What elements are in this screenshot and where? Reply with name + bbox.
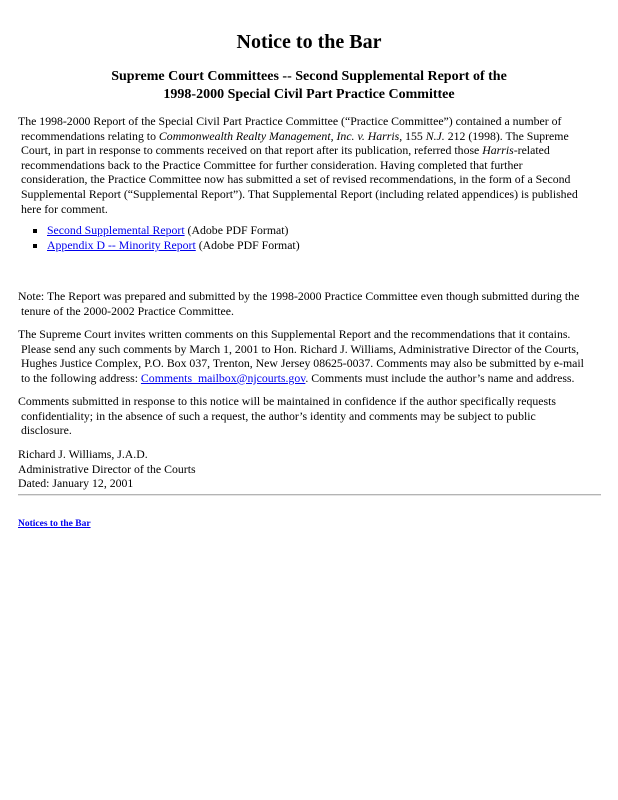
note-line: Note: The Report was prepared and submitted by the 1998-2000 Practice Committee even though submitted during the [18,289,580,303]
invite-line: Hughes Justice Complex, P.O. Box 037, Trenton, New Jersey 08625-0037. Comments may also be submitted by e-mail [21,356,584,371]
note-line: tenure of the 2000-2002 Practice Committee. [21,303,234,318]
subtitle-line-2: 1998-2000 Special Civil Part Practice Committee [163,87,455,102]
signatory-position: Administrative Director of the Courts [18,461,196,476]
notice-date: Dated: January 12, 2001 [18,476,134,491]
confidentiality-line: Comments submitted in response to this notice will be maintained in confidence if the author specifically requests [18,394,556,408]
square-bullet-icon [33,229,37,233]
intro-line: Supplemental Report (“Supplemental Report”). That Supplemental Report (including related appendices) is published [21,186,578,201]
invite-paragraph [18,327,612,385]
horizontal-divider [18,494,601,496]
intro-text: recommendations relating to [21,128,159,143]
intro-text: Court, in part in response to comments received on that report after its publication, referred those [21,143,483,158]
confidentiality-line: confidentiality; in the absence of such a request, the author’s identity and comments may be subject to public [21,408,536,423]
subtitle-line-1: Supreme Court Committees -- Second Supplemental Report of the [111,69,507,84]
square-bullet-icon [33,244,37,248]
page-subtitle [0,68,618,104]
invite-text: to the following address: [21,370,141,385]
intro-text: -related [513,143,550,158]
case-short-name: Harris [482,143,514,158]
invite-line: The Supreme Court invites written comments on this Supplemental Report and the recommendations that it contains. [18,327,571,341]
list-item [18,238,300,253]
list-item [18,223,300,238]
note-paragraph [18,289,612,318]
invite-line [18,371,612,386]
intro-text: 212 (1998). The Supreme [444,128,569,143]
intro-paragraph [18,114,612,216]
confidentiality-paragraph [18,394,612,438]
intro-line: here for comment. [21,201,108,216]
signatory-name: Richard J. Williams, J.A.D. [18,447,148,461]
format-note: (Adobe PDF Format) [195,238,300,252]
minority-report-link[interactable]: Appendix D -- Minority Report [47,238,196,252]
page-title: Notice to the Bar [236,31,382,53]
case-name: Commonwealth Realty Management, Inc. v. Harris [158,128,400,143]
invite-line: Please send any such comments by March 1, 2001 to Hon. Richard J. Williams, Administrative Director of the Courts, [21,341,579,356]
intro-line: consideration, the Practice Committee now has submitted a set of revised recommendations, in the form of a Second [21,172,571,187]
invite-text: . Comments must include the author’s name and address. [305,370,575,385]
intro-text: , 155 [399,128,426,143]
format-note: (Adobe PDF Format) [184,223,289,237]
notices-to-the-bar-link[interactable]: Notices to the Bar [18,519,91,529]
report-links-list [18,223,300,253]
second-supplemental-report-link[interactable]: Second Supplemental Report [47,223,185,237]
confidentiality-line: disclosure. [21,423,72,438]
signature-block [18,447,612,491]
intro-line: The 1998-2000 Report of the Special Civil Part Practice Committee (“Practice Committee”) contained a number of [18,114,562,128]
intro-line: recommendations back to the Practice Committee for further consideration. Having completed that further [21,157,523,172]
intro-line [18,143,612,158]
reporter-abbrev: N.J. [425,128,445,143]
email-link[interactable]: Comments_mailbox@njcourts.gov [140,370,306,385]
intro-line [18,129,612,144]
